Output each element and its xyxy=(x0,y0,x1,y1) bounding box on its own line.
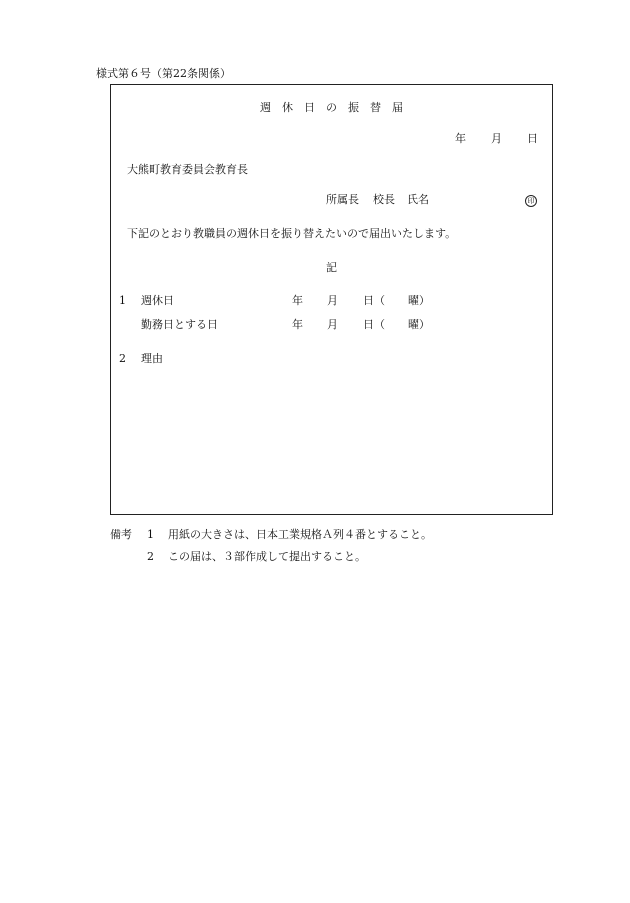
holiday-month: 月 xyxy=(327,294,338,307)
holiday-label: 週休日 xyxy=(141,294,174,307)
workday-label: 勤務日とする日 xyxy=(141,318,218,331)
seal-icon: 印 xyxy=(525,195,537,207)
note-2-number: 2 xyxy=(147,550,154,563)
affiliation-label: 所属長 xyxy=(326,193,359,206)
holiday-day: 日（ xyxy=(363,294,385,307)
reason-label: 理由 xyxy=(141,352,163,365)
name-label: 氏名 xyxy=(407,193,429,206)
ki-heading: 記 xyxy=(326,261,337,274)
note-1-text: 用紙の大きさは、日本工業規格Ａ列４番とすること。 xyxy=(168,528,432,541)
holiday-year: 年 xyxy=(292,294,303,307)
date-year: 年 xyxy=(455,132,466,145)
workday-year: 年 xyxy=(292,318,303,331)
form-title: 週 休 日 の 振 替 届 xyxy=(260,101,403,114)
notes-label: 備考 xyxy=(110,528,132,541)
date-month: 月 xyxy=(491,132,502,145)
date-day: 日 xyxy=(527,132,538,145)
workday-weekday: 曜） xyxy=(408,318,430,331)
addressee: 大熊町教育委員会教育長 xyxy=(127,163,248,176)
form-box xyxy=(110,84,553,515)
workday-day: 日（ xyxy=(363,318,385,331)
principal-label: 校長 xyxy=(373,193,395,206)
form-number: 様式第６号（第22条関係） xyxy=(96,67,231,80)
holiday-weekday: 曜） xyxy=(408,294,430,307)
note-1-number: 1 xyxy=(147,528,154,541)
item2-number: 2 xyxy=(119,352,126,365)
item1-number: 1 xyxy=(119,294,126,307)
body-text: 下記のとおり教職員の週休日を振り替えたいので届出いたします。 xyxy=(127,227,457,240)
seal-mark xyxy=(525,193,537,207)
note-2-text: この届は、３部作成して提出すること。 xyxy=(168,550,366,563)
workday-month: 月 xyxy=(327,318,338,331)
